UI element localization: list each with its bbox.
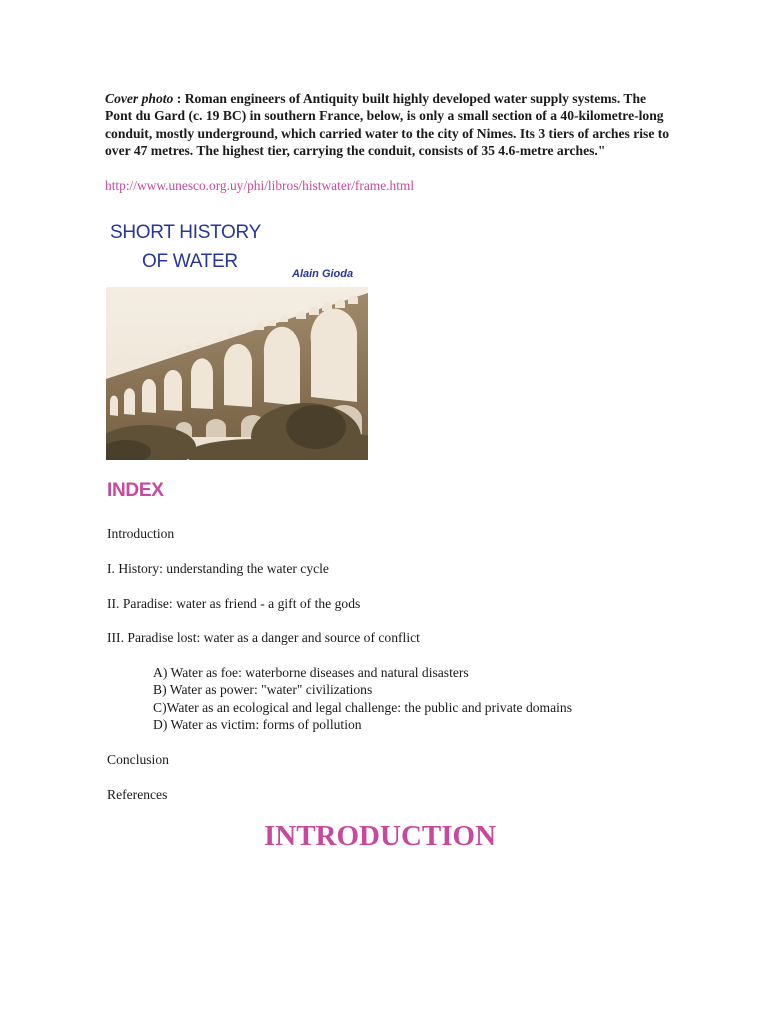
cover-caption: [105, 90, 670, 160]
book-title-line-2: OF WATER: [142, 251, 238, 272]
aqueduct-photo: [106, 287, 368, 460]
pont-du-gard-illustration: [106, 287, 368, 460]
book-title: [110, 218, 310, 276]
introduction-heading: INTRODUCTION: [263, 820, 497, 852]
toc-subitem-a[interactable]: A) Water as foe: waterborne diseases and natural disasters: [153, 665, 469, 680]
book-author: Alain Gioda: [292, 268, 354, 280]
cover-caption-separator: :: [173, 91, 185, 106]
toc-item-paradise[interactable]: II. Paradise: water as friend - a gift of the gods: [107, 596, 361, 611]
cover-caption-lead: Cover photo: [105, 91, 174, 106]
toc-item-introduction[interactable]: Introduction: [107, 526, 175, 541]
index-heading: INDEX: [107, 480, 164, 501]
toc-subitem-d[interactable]: D) Water as victim: forms of pollution: [153, 716, 362, 732]
cover-caption-text: Roman engineers of Antiquity built highly developed water supply systems. The Pont du Gard (c. 19 BC) in southern France, below, is only a small section of a 40-kilometre-long conduit, mostly underground, which carried water to the city of Nimes. Its 3 tiers of arches rise to over 47 metres. The highest tier, carrying the conduit, consists of 35 4.6-metre arches.": [105, 91, 670, 159]
toc-item-conclusion[interactable]: Conclusion: [107, 752, 169, 767]
toc-subitems: [153, 664, 572, 733]
book-cover-image: [106, 208, 368, 460]
book-title-line-1: SHORT HISTORY: [110, 222, 261, 243]
toc-subitem-b[interactable]: B) Water as power: "water" civilizations: [153, 682, 373, 698]
toc-item-paradise-lost[interactable]: III. Paradise lost: water as a danger and source of conflict: [107, 630, 420, 645]
toc-item-references[interactable]: References: [107, 787, 168, 802]
toc-subitem-c[interactable]: C)Water as an ecological and legal challenge: the public and private domains: [153, 699, 573, 715]
source-link[interactable]: http://www.unesco.org.uy/phi/libros/histwater/frame.html: [105, 178, 415, 193]
toc-item-history[interactable]: I. History: understanding the water cycle: [107, 561, 329, 576]
